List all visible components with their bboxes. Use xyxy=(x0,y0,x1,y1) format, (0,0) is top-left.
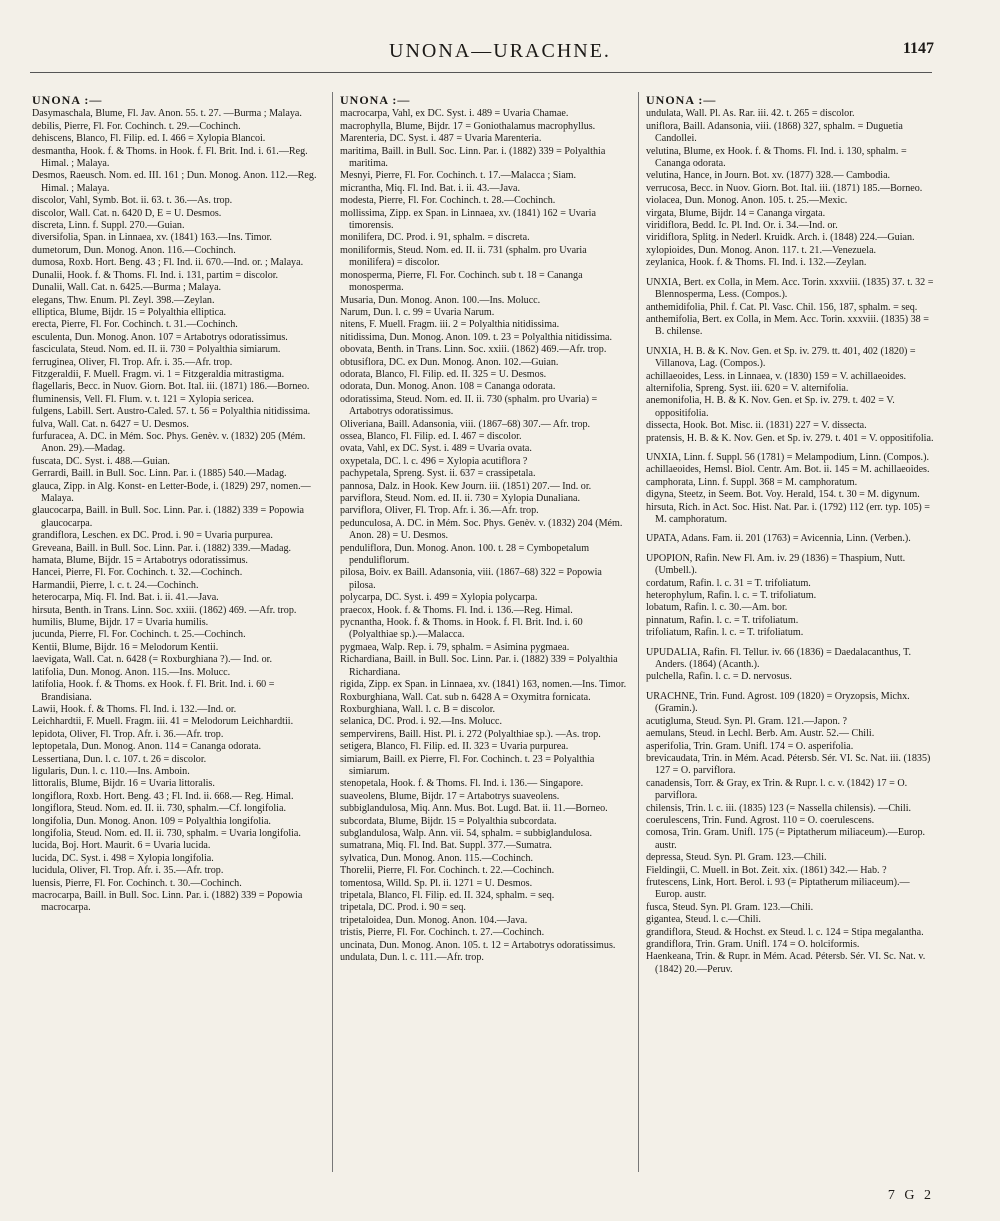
index-entry: praecox, Hook. f. & Thoms. Fl. Ind. i. 136.—Reg. Himal. xyxy=(340,604,573,616)
index-entry: glauca, Zipp. in Alg. Konst- en Letter-Bode, i. (1829) 297, nomen.—Malaya. xyxy=(32,480,311,504)
index-entry: tripetala, DC. Prod. i. 90 = seq. xyxy=(340,902,466,914)
index-entry: dehiscens, Blanco, Fl. Filip. ed. I. 466 = Xylopia Blancoi. xyxy=(32,133,266,145)
index-entry: debilis, Pierre, Fl. For. Cochinch. t. 29.—Cochinch. xyxy=(32,120,241,132)
index-entry: macrophylla, Blume, Bijdr. 17 = Goniothalamus macrophyllus. xyxy=(340,120,596,132)
index-entry: UPATA, Adans. Fam. ii. 201 (1763) = Avicennia, Linn. (Verben.). xyxy=(646,533,911,545)
index-entry: digyna, Steetz, in Seem. Bot. Voy. Herald, 154. t. 30 = M. digynum. xyxy=(646,489,920,501)
index-entry: tripetala, Blanco, Fl. Filip. ed. II. 324, sphalm. = seq. xyxy=(340,890,555,901)
index-entry: ossea, Blanco, Fl. Filip. ed. I. 467 = discolor. xyxy=(340,430,522,442)
index-entry: Lessertiana, Dun. l. c. 107. t. 26 = discolor. xyxy=(32,753,207,765)
index-entry: macrocarpa, Baill. in Bull. Soc. Linn. Par. i. (1882) 339 = Popowia macrocarpa. xyxy=(32,890,303,914)
index-entry: chilensis, Trin. l. c. iii. (1835) 123 (= Nassella chilensis). —Chili. xyxy=(646,802,912,814)
index-entry: sempervirens, Baill. Hist. Pl. i. 272 (Polyalthiae sp.). —As. trop. xyxy=(340,728,601,740)
index-entry: discolor, Wall. Cat. n. 6420 D, E = U. Desmos. xyxy=(32,207,222,219)
index-entry: micrantha, Miq. Fl. Ind. Bat. i. ii. 43.—Java. xyxy=(340,182,520,194)
signature-mark: 7 G 2 xyxy=(887,1188,934,1203)
index-entry: obovata, Benth. in Trans. Linn. Soc. xxiii. (1862) 469.—Afr. trop. xyxy=(340,344,607,356)
column-heading: UNONA :— xyxy=(340,94,411,107)
index-entry: frutescens, Link, Hort. Berol. i. 93 (= Piptatherum miliaceum).—Europ. austr. xyxy=(646,876,910,901)
index-entry: ferruginea, Oliver, Fl. Trop. Afr. i. 35.—Afr. trop. xyxy=(32,356,233,368)
index-entry: moniliformis, Steud. Nom. ed. II. ii. 731 (sphalm. pro Uvaria monilifera) = discolor. xyxy=(340,244,587,269)
index-entry: viridiflora, Bedd. Ic. Pl. Ind. Or. i. 34.—Ind. or. xyxy=(646,220,838,232)
index-entry: diversifolia, Span. in Linnaea, xv. (1841) 163.—Ins. Timor. xyxy=(32,232,272,244)
index-entry: ovata, Vahl, ex DC. Syst. i. 489 = Uvaria ovata. xyxy=(340,443,532,455)
index-entry: monilifera, DC. Prod. i. 91, sphalm. = discreta. xyxy=(340,232,530,244)
index-entry: Richardiana, Baill. in Bull. Soc. Linn. Par. i. (1882) 339 = Polyalthia Richardiana. xyxy=(340,654,618,678)
index-entry: dissecta, Hook. Bot. Misc. ii. (1831) 227 = V. dissecta. xyxy=(646,420,867,432)
index-entry: Fitzgeraldii, F. Muell. Fragm. vi. 1 = Fitzgeraldia mitrastigma. xyxy=(32,368,285,380)
index-entry: alternifolia, Spreng. Syst. iii. 620 = V. alternifolia. xyxy=(646,382,849,394)
index-entry: Thorelii, Pierre, Fl. For. Cochinch. t. 22.—Cochinch. xyxy=(340,865,555,877)
index-entry: fulgens, Labill. Sert. Austro-Caled. 57. t. 56 = Polyalthia nitidissima. xyxy=(32,406,311,418)
index-entry: Kentii, Blume, Bijdr. 16 = Melodorum Kentii. xyxy=(32,641,219,653)
index-entry: trifoliatum, Rafin. l. c. = T. trifoliatum. xyxy=(646,627,804,639)
index-entry: heterocarpa, Miq. Fl. Ind. Bat. i. ii. 41.—Java. xyxy=(32,592,219,604)
index-entry: lepidota, Oliver, Fl. Trop. Afr. i. 36.—Afr. trop. xyxy=(32,728,224,740)
index-entry: elliptica, Blume, Bijdr. 15 = Polyalthia elliptica. xyxy=(32,306,227,318)
index-entry: luensis, Pierre, Fl. For. Cochinch. t. 30.—Cochinch. xyxy=(32,877,242,889)
index-entry: Musaria, Dun. Monog. Anon. 100.—Ins. Molucc. xyxy=(340,294,541,306)
index-entry: UNXIA, H. B. & K. Nov. Gen. et Sp. iv. 279. tt. 401, 402 (1820) = Villanova, Lag. (Compos.). xyxy=(646,345,916,370)
index-entry: penduliflora, Dun. Monog. Anon. 100. t. 28 = Cymbopetalum penduliflorum. xyxy=(340,542,590,567)
index-entry: macrocarpa, Vahl, ex DC. Syst. i. 489 = Uvaria Chamae. xyxy=(340,108,569,120)
page-header xyxy=(0,40,1000,70)
index-entry: oxypetala, DC. l. c. 496 = Xylopia acutiflora ? xyxy=(340,455,528,467)
index-entry: furfuracea, A. DC. in Mém. Soc. Phys. Genèv. v. (1832) 205 (Mém. Anon. 29).—Madag. xyxy=(32,430,306,455)
running-title: UNONA—URACHNE. xyxy=(389,40,611,62)
index-entry: fluminensis, Vell. Fl. Flum. v. t. 121 = Xylopia sericea. xyxy=(32,393,254,405)
index-entry: dumetorum, Dun. Monog. Anon. 116.—Cochinch. xyxy=(32,244,236,256)
column-3 xyxy=(646,94,936,1169)
index-entry: depressa, Steud. Syn. Pl. Gram. 123.—Chili. xyxy=(646,852,827,864)
index-entry: leptopetala, Dun. Monog. Anon. 114 = Cananga odorata. xyxy=(32,741,262,753)
index-entry: longifolia, Dun. Monog. Anon. 109 = Polyalthia longifolia. xyxy=(32,815,271,827)
index-entry: subglandulosa, Walp. Ann. vii. 54, sphalm. = subbiglandulosa. xyxy=(340,827,592,839)
index-entry: longiflora, Roxb. Hort. Beng. 43 ; Fl. Ind. ii. 668.— Reg. Himal. xyxy=(32,790,294,802)
index-entry: viridiflora, Splitg. in Nederl. Kruidk. Arch. i. (1848) 224.—Guian. xyxy=(646,232,915,244)
index-entry: odorata, Blanco, Fl. Filip. ed. II. 325 = U. Desmos. xyxy=(340,368,547,380)
index-entry: URACHNE, Trin. Fund. Agrost. 109 (1820) = Oryzopsis, Michx. (Gramin.). xyxy=(646,690,910,715)
index-entry: gigantea, Steud. l. c.—Chili. xyxy=(646,914,761,926)
index-entry: Desmos, Raeusch. Nom. ed. III. 161 ; Dun. Monog. Anon. 112.—Reg. Himal. ; Malaya. xyxy=(32,170,317,194)
index-entry: pachypetala, Spreng. Syst. ii. 637 = crassipetala. xyxy=(340,468,536,480)
index-entry: simiarum, Baill. ex Pierre, Fl. For. Cochinch. t. 23 = Polyalthia simiarum. xyxy=(340,753,595,777)
index-entry: mollissima, Zipp. ex Span. in Linnaea, xv. (1841) 162 = Uvaria timorensis. xyxy=(340,207,596,232)
index-entry: ligularis, Dun. l. c. 110.—Ins. Amboin. xyxy=(32,765,190,777)
index-entry: Roxburghiana, Wall. l. c. B = discolor. xyxy=(340,703,496,715)
index-entry: velutina, Blume, ex Hook. f. & Thoms. Fl. Ind. i. 130, sphalm. = Cananga odorata. xyxy=(646,145,907,170)
index-entry: laevigata, Wall. Cat. n. 6428 (= Roxburghiana ?).— Ind. or. xyxy=(32,654,272,666)
index-entry: lucidula, Oliver, Fl. Trop. Afr. i. 35.—Afr. trop. xyxy=(32,865,224,877)
index-entry: lucida, Boj. Hort. Maurit. 6 = Uvaria lucida. xyxy=(32,840,211,852)
index-entry: pedunculosa, A. DC. in Mém. Soc. Phys. Genèv. v. (1832) 204 (Mém. Anon. 28) = U. Desmos. xyxy=(340,517,623,542)
index-entry: grandiflora, Trin. Gram. Unifl. 174 = O. holciformis. xyxy=(646,939,860,950)
index-entry: monosperma, Pierre, Fl. For. Cochinch. sub t. 18 = Cananga monosperma. xyxy=(340,269,583,294)
index-entry: odoratissima, Steud. Nom. ed. II. ii. 730 (sphalm. pro Uvaria) = Artabotrys odoratissimus. xyxy=(340,393,598,418)
index-entry: achillaeoides, Hemsl. Biol. Centr. Am. Bot. ii. 145 = M. achillaeoides. xyxy=(646,464,930,476)
index-entry: sumatrana, Miq. Fl. Ind. Bat. Suppl. 377.—Sumatra. xyxy=(340,840,552,852)
index-entry: brevicaudata, Trin. in Mém. Acad. Pétersb. Sér. VI. Sc. Nat. iii. (1835) 127 = O. parviflora. xyxy=(646,752,931,777)
index-entry: fasciculata, Steud. Nom. ed. II. ii. 730 = Polyalthia simiarum. xyxy=(32,344,281,356)
index-entry: pygmaea, Walp. Rep. i. 79, sphalm. = Asimina pygmaea. xyxy=(340,641,570,653)
index-entry: Hancei, Pierre, Fl. For. Cochinch. t. 32.—Cochinch. xyxy=(32,567,243,579)
index-entry: elegans, Thw. Enum. Pl. Zeyl. 398.—Zeylan. xyxy=(32,294,215,306)
column-1 xyxy=(32,94,322,1169)
index-entry: pannosa, Dalz. in Hook. Kew Journ. iii. (1851) 207.— Ind. or. xyxy=(340,480,592,492)
index-entry: comosa, Trin. Gram. Unifl. 175 (= Piptatherum miliaceum).—Europ. austr. xyxy=(646,827,926,851)
index-entry: Oliveriana, Baill. Adansonia, viii. (1867–68) 307.— Afr. trop. xyxy=(340,418,591,430)
index-entry: latifolia, Dun. Monog. Anon. 115.—Ins. Molucc. xyxy=(32,666,231,678)
index-entry: camphorata, Linn. f. Suppl. 368 = M. camphoratum. xyxy=(646,476,858,488)
index-entry: maritima, Baill. in Bull. Soc. Linn. Par. i. (1882) 339 = Polyalthia maritima. xyxy=(340,145,606,170)
index-entry: longiflora, Steud. Nom. ed. II. ii. 730, sphalm.—Cf. longifolia. xyxy=(32,803,286,815)
index-entry: UPOPION, Rafin. New Fl. Am. iv. 29 (1836) = Thaspium, Nutt. (Umbell.). xyxy=(646,552,906,577)
index-entry: acutiglumа, Steud. Syn. Pl. Gram. 121.—Japon. ? xyxy=(646,715,848,727)
index-entry: hirsuta, Rich. in Act. Soc. Hist. Nat. Par. i. (1792) 112 (err. typ. 105) = M. camphoratum. xyxy=(646,501,930,525)
column-divider xyxy=(332,92,333,1172)
index-entry: modesta, Pierre, Fl. For. Cochinch. t. 28.—Cochinch. xyxy=(340,195,556,207)
index-entry: polycarpa, DC. Syst. i. 499 = Xylopia polycarpa. xyxy=(340,592,538,604)
index-entry: asperifolia, Trin. Gram. Unifl. 174 = O. asperifolia. xyxy=(646,740,854,752)
index-entry: subcordata, Blume, Bijdr. 15 = Polyalthia subcordata. xyxy=(340,815,557,827)
column-heading: UNONA :— xyxy=(646,94,717,107)
index-entry: parviflora, Steud. Nom. ed. II. ii. 730 = Xylopia Dunaliana. xyxy=(340,493,581,504)
index-entry: parviflora, Oliver, Fl. Trop. Afr. i. 36.—Afr. trop. xyxy=(340,505,539,517)
index-entry: nitidissima, Dun. Monog. Anon. 109. t. 23 = Polyalthia nitidissima. xyxy=(340,331,613,343)
index-entry: anthemifolia, Bert. ex Colla, in Mem. Acc. Torin. xxxviii. (1835) 38 = B. chilense. xyxy=(646,313,929,338)
index-entry: latifolia, Hook. f. & Thoms. ex Hook. f. Fl. Brit. Ind. i. 60 = Brandisiana. xyxy=(32,679,275,703)
index-entry: selanica, DC. Prod. i. 92.—Ins. Molucc. xyxy=(340,716,503,728)
index-entry: obtusiflora, DC. ex Dun. Monog. Anon. 102.—Guian. xyxy=(340,356,559,368)
index-entry: Leichhardtii, F. Muell. Fragm. iii. 41 = Melodorum Leichhardtii. xyxy=(32,716,294,728)
column-divider xyxy=(638,92,639,1172)
index-entry: undulata, Wall. Pl. As. Rar. iii. 42. t. 265 = discolor. xyxy=(646,108,855,120)
index-entry: pratensis, H. B. & K. Nov. Gen. et Sp. iv. 279. t. 401 = V. oppositifolia. xyxy=(646,432,934,444)
index-entry: tristis, Pierre, Fl. For. Cochinch. t. 27.—Cochinch. xyxy=(340,927,545,939)
index-entry: Dunalii, Wall. Cat. n. 6425.—Burma ; Malaya. xyxy=(32,282,222,294)
index-entry: Dunalii, Hook. f. & Thoms. Fl. Ind. i. 131, partim = discolor. xyxy=(32,269,279,281)
index-entry: longifolia, Steud. Nom. ed. II. ii. 730, sphalm. = Uvaria longifolia. xyxy=(32,827,301,839)
index-entry: undulata, Dun. l. c. 111.—Afr. trop. xyxy=(340,952,484,964)
index-entry: jucunda, Pierre, Fl. For. Cochinch. t. 25.—Cochinch. xyxy=(32,629,246,641)
index-entry: tomentosa, Willd. Sp. Pl. ii. 1271 = U. Desmos. xyxy=(340,877,533,889)
index-entry: Lawii, Hook. f. & Thoms. Fl. Ind. i. 132.—Ind. or. xyxy=(32,703,237,715)
index-entry: suaveolens, Blume, Bijdr. 17 = Artabotrys suaveolens. xyxy=(340,790,560,802)
index-entry: heterophylum, Rafin. l. c. = T. trifoliatum. xyxy=(646,590,817,602)
index-entry: velutina, Hance, in Journ. Bot. xv. (1877) 328.— Cambodia. xyxy=(646,170,891,182)
index-entry: nitens, F. Muell. Fragm. iii. 2 = Polyalthia nitidissima. xyxy=(340,319,560,331)
index-entry: glaucocarpa, Baill. in Bull. Soc. Linn. Par. i. (1882) 339 = Popowia glaucocarpa. xyxy=(32,505,305,529)
index-entry: Fieldingii, C. Muell. in Bot. Zeit. xix. (1861) 342.— Hab. ? xyxy=(646,864,887,876)
index-entry: subbiglandulosa, Miq. Ann. Mus. Bot. Lugd. Bat. ii. 11.—Borneo. xyxy=(340,803,608,815)
index-entry: anthemidifolia, Phil. f. Cat. Pl. Vasc. Chil. 156, 187, sphalm. = seq. xyxy=(646,301,918,313)
index-entry: hirsuta, Benth. in Trans. Linn. Soc. xxiii. (1862) 469. —Afr. trop. xyxy=(32,604,297,616)
index-entry: stenopetala, Hook. f. & Thoms. Fl. Ind. i. 136.— Singapore. xyxy=(340,778,584,790)
index-entry: UNXIA, Linn. f. Suppl. 56 (1781) = Melampodium, Linn. (Compos.). xyxy=(646,451,929,463)
index-entry: pulchella, Rafin. l. c. = D. nervosus. xyxy=(646,671,792,683)
index-entry: lobatum, Rafin. l. c. 30.—Am. bor. xyxy=(646,602,788,614)
index-entry: Gerrardi, Baill. in Bull. Soc. Linn. Par. i. (1885) 540.—Madag. xyxy=(32,468,287,480)
index-entry: Greveana, Baill. in Bull. Soc. Linn. Par. i. (1882) 339.—Madag. xyxy=(32,542,292,554)
index-entry: verrucosa, Becc. in Nuov. Giorn. Bot. Ital. iii. (1871) 185.—Borneo. xyxy=(646,182,923,194)
index-entry: Mesnyi, Pierre, Fl. For. Cochinch. t. 17.—Malacca ; Siam. xyxy=(340,170,577,182)
index-entry: cordatum, Rafin. l. c. 31 = T. trifoliatum. xyxy=(646,577,811,589)
page-number: 1147 xyxy=(902,40,934,57)
index-entry: pycnantha, Hook. f. & Thoms. in Hook. f. Fl. Brit. Ind. i. 60 (Polyalthiae sp.).—Malacca. xyxy=(340,617,583,641)
index-entry: zeylanica, Hook. f. & Thoms. Fl. Ind. i. 132.—Zeylan. xyxy=(646,257,867,269)
index-entry: fusca, Steud. Syn. Pl. Gram. 123.—Chili. xyxy=(646,901,814,913)
index-entry: lucida, DC. Syst. i. 498 = Xylopia longifolia. xyxy=(32,852,214,864)
index-entry: Marenteria, DC. Syst. i. 487 = Uvaria Marenteria. xyxy=(340,133,542,145)
index-entry: dumosa, Roxb. Hort. Beng. 43 ; Fl. Ind. ii. 670.—Ind. or. ; Malaya. xyxy=(32,257,304,269)
index-entry: UPUDALIA, Rafin. Fl. Tellur. iv. 66 (1836) = Daedalacanthus, T. Anders. (1864) (Acanth.). xyxy=(646,646,912,671)
index-entry: grandiflora, Steud. & Hochst. ex Steud. l. c. 124 = Stipa megalantha. xyxy=(646,926,924,938)
index-entry: aemulans, Steud. in Lechl. Berb. Am. Austr. 52.— Chili. xyxy=(646,728,875,740)
index-entry: esculenta, Dun. Monog. Anon. 107 = Artabotrys odoratissimus. xyxy=(32,331,288,343)
index-entry: discolor, Vahl, Symb. Bot. ii. 63. t. 36.—As. trop. xyxy=(32,195,233,207)
index-entry: UNXIA, Bert. ex Colla, in Mem. Acc. Torin. xxxviii. (1835) 37. t. 32 = Blennosperma, Less. (Compos.). xyxy=(646,276,934,301)
index-entry: fuscata, DC. Syst. i. 488.—Guian. xyxy=(32,455,170,467)
index-entry: coerulescens, Trin. Fund. Agrost. 110 = O. coerulescens. xyxy=(646,814,875,826)
column-heading: UNONA :— xyxy=(32,94,103,107)
index-entry: littoralis, Blume, Bijdr. 16 = Uvaria littoralis. xyxy=(32,778,215,790)
index-entry: hamata, Blume, Bijdr. 15 = Artabotrys odoratissimus. xyxy=(32,555,248,567)
index-entry: uncinata, Dun. Monog. Anon. 105. t. 12 = Artabotrys odoratissimus. xyxy=(340,939,616,951)
index-entry: flagellaris, Becc. in Nuov. Giorn. Bot. Ital. iii. (1871) 186.—Borneo. xyxy=(32,381,310,393)
index-entry: pinnatum, Rafin. l. c. = T. trifoliatum. xyxy=(646,614,799,626)
index-entry: Narum, Dun. l. c. 99 = Uvaria Narum. xyxy=(340,306,495,318)
index-entry: discreta, Linn. f. Suppl. 270.—Guian. xyxy=(32,220,185,232)
index-entry: sylvatica, Dun. Monog. Anon. 115.—Cochinch. xyxy=(340,852,534,864)
index-entry: rigida, Zipp. ex Span. in Linnaea, xv. (1841) 163, nomen.—Ins. Timor. xyxy=(340,679,627,691)
index-entry: virgata, Blume, Bijdr. 14 = Cananga virgata. xyxy=(646,207,826,219)
index-entry: humilis, Blume, Bijdr. 17 = Uvaria humilis. xyxy=(32,617,209,629)
index-entry: violacea, Dun. Monog. Anon. 105. t. 25.—Mexic. xyxy=(646,195,848,207)
index-entry: fulva, Wall. Cat. n. 6427 = U. Desmos. xyxy=(32,418,189,430)
index-entry: achillaeoides, Less. in Linnaea, v. (1830) 159 = V. achillaeoides. xyxy=(646,370,907,382)
index-entry: xylopioides, Dun. Monog. Anon. 117. t. 21.—Venezuela. xyxy=(646,244,877,256)
index-entry: tripetaloidea, Dun. Monog. Anon. 104.—Java. xyxy=(340,914,528,926)
index-entry: uniflora, Baill. Adansonia, viii. (1868) 327, sphalm. = Duguetia Candollei. xyxy=(646,120,903,145)
header-rule xyxy=(30,72,932,73)
index-entry: setigera, Blanco, Fl. Filip. ed. II. 323 = Uvaria purpurea. xyxy=(340,741,569,753)
index-entry: Roxburghiana, Wall. Cat. sub n. 6428 A = Oxymitra fornicata. xyxy=(340,691,591,703)
index-entry: desmantha, Hook. f. & Thoms. in Hook. f. Fl. Brit. Ind. i. 61.—Reg. Himal. ; Malaya. xyxy=(32,145,308,170)
column-2 xyxy=(340,94,630,1169)
index-entry: grandiflora, Leschen. ex DC. Prod. i. 90 = Uvaria purpurea. xyxy=(32,530,273,542)
index-entry: Haenkeana, Trin. & Rupr. in Mém. Acad. Pétersb. Sér. VI. Sc. Nat. v. (1842) 20.—Peruv. xyxy=(646,951,926,975)
index-entry: pilosa, Boiv. ex Baill. Adansonia, viii. (1867–68) 322 = Popowia pilosa. xyxy=(340,567,602,591)
index-entry: odorata, Dun. Monog. Anon. 108 = Cananga odorata. xyxy=(340,381,556,393)
index-entry: Dasymaschala, Blume, Fl. Jav. Anon. 55. t. 27. —Burma ; Malaya. xyxy=(32,108,302,120)
index-entry: anemonifolia, H. B. & K. Nov. Gen. et Sp. iv. 279. t. 402 = V. oppositifolia. xyxy=(646,395,895,419)
index-entry: Harmandii, Pierre, l. c. t. 24.—Cochinch. xyxy=(32,579,199,591)
index-entry: canadensis, Torr. & Gray, ex Trin. & Rupr. l. c. v. (1842) 17 = O. parviflora. xyxy=(646,777,908,802)
index-entry: erecta, Pierre, Fl. For. Cochinch. t. 31.—Cochinch. xyxy=(32,319,238,331)
